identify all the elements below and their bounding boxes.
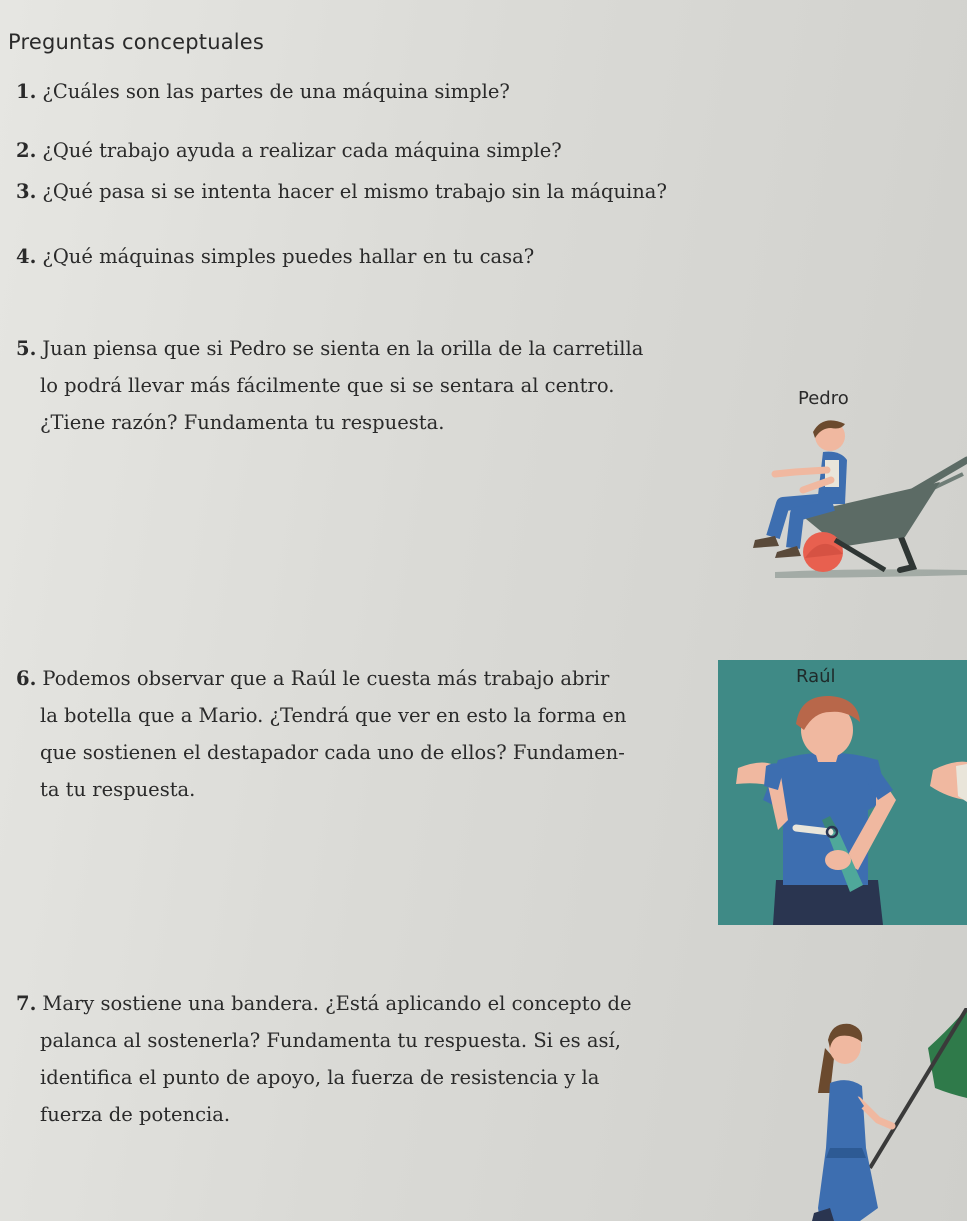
question-text: ¿Qué trabajo ayuda a realizar cada máquina simple? [42,139,562,162]
question-5 [16,330,696,441]
question-line: fuerza de potencia. [40,1103,231,1126]
question-line: 7. Mary sostiene una bandera. ¿Está aplicando el concepto de [16,992,632,1015]
question-1 [16,73,510,110]
question-line: ta tu respuesta. [40,778,196,801]
question-number: 1. [16,80,37,103]
question-line: ¿Tiene razón? Fundamenta tu respuesta. [40,411,445,434]
question-line: que sostienen el destapador cada uno de ellos? Fundamen- [40,741,625,764]
question-number: 2. [16,139,37,162]
pedro-label: Pedro [798,388,849,409]
question-3 [16,173,667,210]
raul-label: Raúl [796,666,836,687]
question-number: 4. [16,245,37,268]
question-line: 5. Juan piensa que si Pedro se sienta en la orilla de la carretilla [16,337,644,360]
question-line: palanca al sostenerla? Fundamenta tu respuesta. Si es así, [40,1029,621,1052]
question-6 [16,660,716,808]
question-2 [16,132,562,169]
mary-flag-illustration [800,1008,967,1221]
question-number: 6. [16,667,37,690]
question-text: ¿Cuáles son las partes de una máquina simple? [42,80,510,103]
question-text: ¿Qué máquinas simples puedes hallar en tu casa? [42,245,535,268]
question-line: identifica el punto de apoyo, la fuerza de resistencia y la [40,1066,600,1089]
raul-bottle-opener-illustration [718,690,967,925]
question-4 [16,238,534,275]
question-7 [16,985,726,1133]
question-number: 7. [16,992,37,1015]
question-number: 5. [16,337,37,360]
question-line: 6. Podemos observar que a Raúl le cuesta más trabajo abrir [16,667,610,690]
pedro-wheelbarrow-illustration [735,412,967,584]
question-number: 3. [16,180,37,203]
question-line: la botella que a Mario. ¿Tendrá que ver en esto la forma en [40,704,627,727]
question-line: lo podrá llevar más fácilmente que si se sentara al centro. [40,374,615,397]
question-text: ¿Qué pasa si se intenta hacer el mismo trabajo sin la máquina? [42,180,667,203]
section-heading: Preguntas conceptuales [8,30,265,54]
